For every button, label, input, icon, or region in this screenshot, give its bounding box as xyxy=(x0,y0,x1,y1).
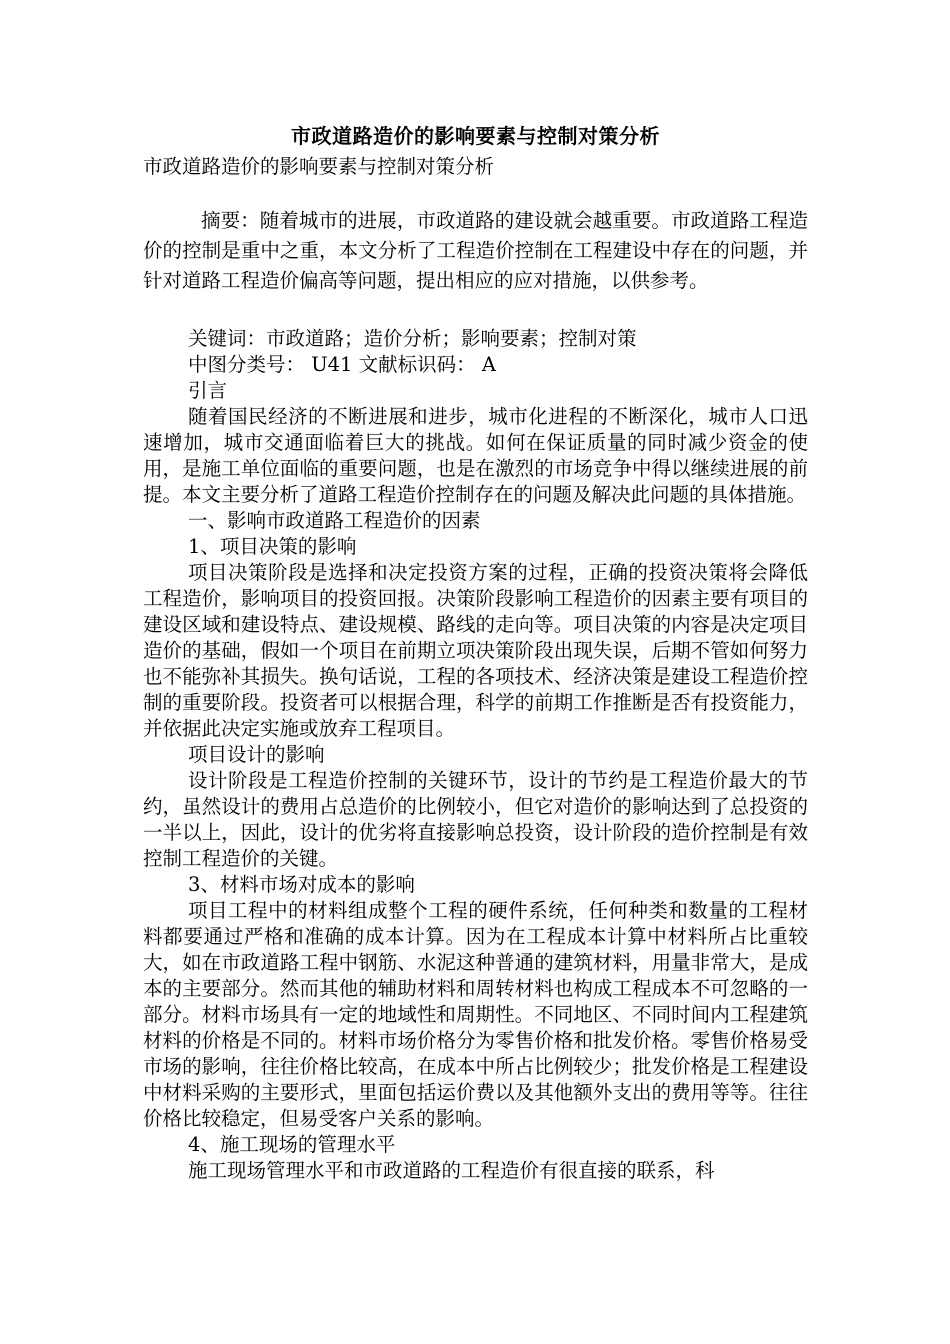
section1-heading: 一、影响市政道路工程造价的因素 xyxy=(188,509,481,532)
subsection1-paragraph: 项目决策阶段是选择和决定投资方案的过程，正确的投资决策将会降低工程造价，影响项目的投资回报。决策阶段影响工程造价的因素主要有项目的建设区域和建设特点、建设规模、路线的走向等。项目决策的内容是决定项目造价的基础，假如一个项目在前期立项决策阶段出现失误，后期不管如何努力也不能弥补其损失。换句话说，工程的各项技术、经济决策是建设工程造价控制的重要阶段。投资者可以根据合理，科学的前期工作推断是否有投资能力，并依据此决定实施或放弃工程项目。 xyxy=(143,561,808,740)
subsection4-paragraph: 施工现场管理水平和市政道路的工程造价有很直接的联系，科 xyxy=(188,1159,715,1182)
keywords-line: 关键词：市政道路；造价分析；影响要素；控制对策 xyxy=(188,327,637,350)
intro-paragraph: 随着国民经济的不断进展和进步，城市化进程的不断深化，城市人口迅速增加，城市交通面临着巨大的挑战。如何在保证质量的同时减少资金的使用，是施工单位面临的重要问题，也是在激烈的市场竞争中得以继续进展的前提。本文主要分析了道路工程造价控制存在的问题及解决此问题的具体措施。 xyxy=(143,405,808,506)
subsection4-heading: 4、施工现场的管理水平 xyxy=(188,1133,396,1156)
document-title: 市政道路造价的影响要素与控制对策分析 xyxy=(291,124,660,148)
document-subtitle: 市政道路造价的影响要素与控制对策分析 xyxy=(143,155,495,178)
subsection1-heading: 1、项目决策的影响 xyxy=(188,535,357,558)
abstract-paragraph: 摘要：随着城市的进展，市政道路的建设就会越重要。市政道路工程造价的控制是重中之重，本文分析了工程造价控制在工程建设中存在的问题，并针对道路工程造价偏高等问题，提出相应的应对措施，以供参考。 xyxy=(143,209,808,292)
subsection2-paragraph: 设计阶段是工程造价控制的关键环节，设计的节约是工程造价最大的节约，虽然设计的费用占总造价的比例较小，但它对造价的影响达到了总投资的一半以上，因此，设计的优劣将直接影响总投资，设计阶段的造价控制是有效控制工程造价的关键。 xyxy=(143,769,808,870)
subsection3-heading: 3、材料市场对成本的影响 xyxy=(188,873,415,896)
intro-heading: 引言 xyxy=(188,379,228,402)
subsection3-paragraph: 项目工程中的材料组成整个工程的硬件系统，任何种类和数量的工程材料都要通过严格和准确的成本计算。因为在工程成本计算中材料所占比重较大，如在市政道路工程中钢筋、水泥这种普通的建筑材料，用量非常大，是成本的主要部分。然而其他的辅助材料和周转材料也构成工程成本不可忽略的一部分。材料市场具有一定的地域性和周期性。不同地区、不同时间内工程建筑材料的价格是不同的。材料市场价格分为零售价格和批发价格。零售价格易受市场的影响，往往价格比较高，在成本中所占比例较少；批发价格是工程建设中材料采购的主要形式，里面包括运价费以及其他额外支出的费用等等。往往价格比较稳定，但易受客户关系的影响。 xyxy=(143,899,808,1130)
document-page xyxy=(143,118,808,1184)
classification-line: 中图分类号： U41 文献标识码： A xyxy=(188,353,496,376)
subsection2-heading: 项目设计的影响 xyxy=(188,743,325,766)
